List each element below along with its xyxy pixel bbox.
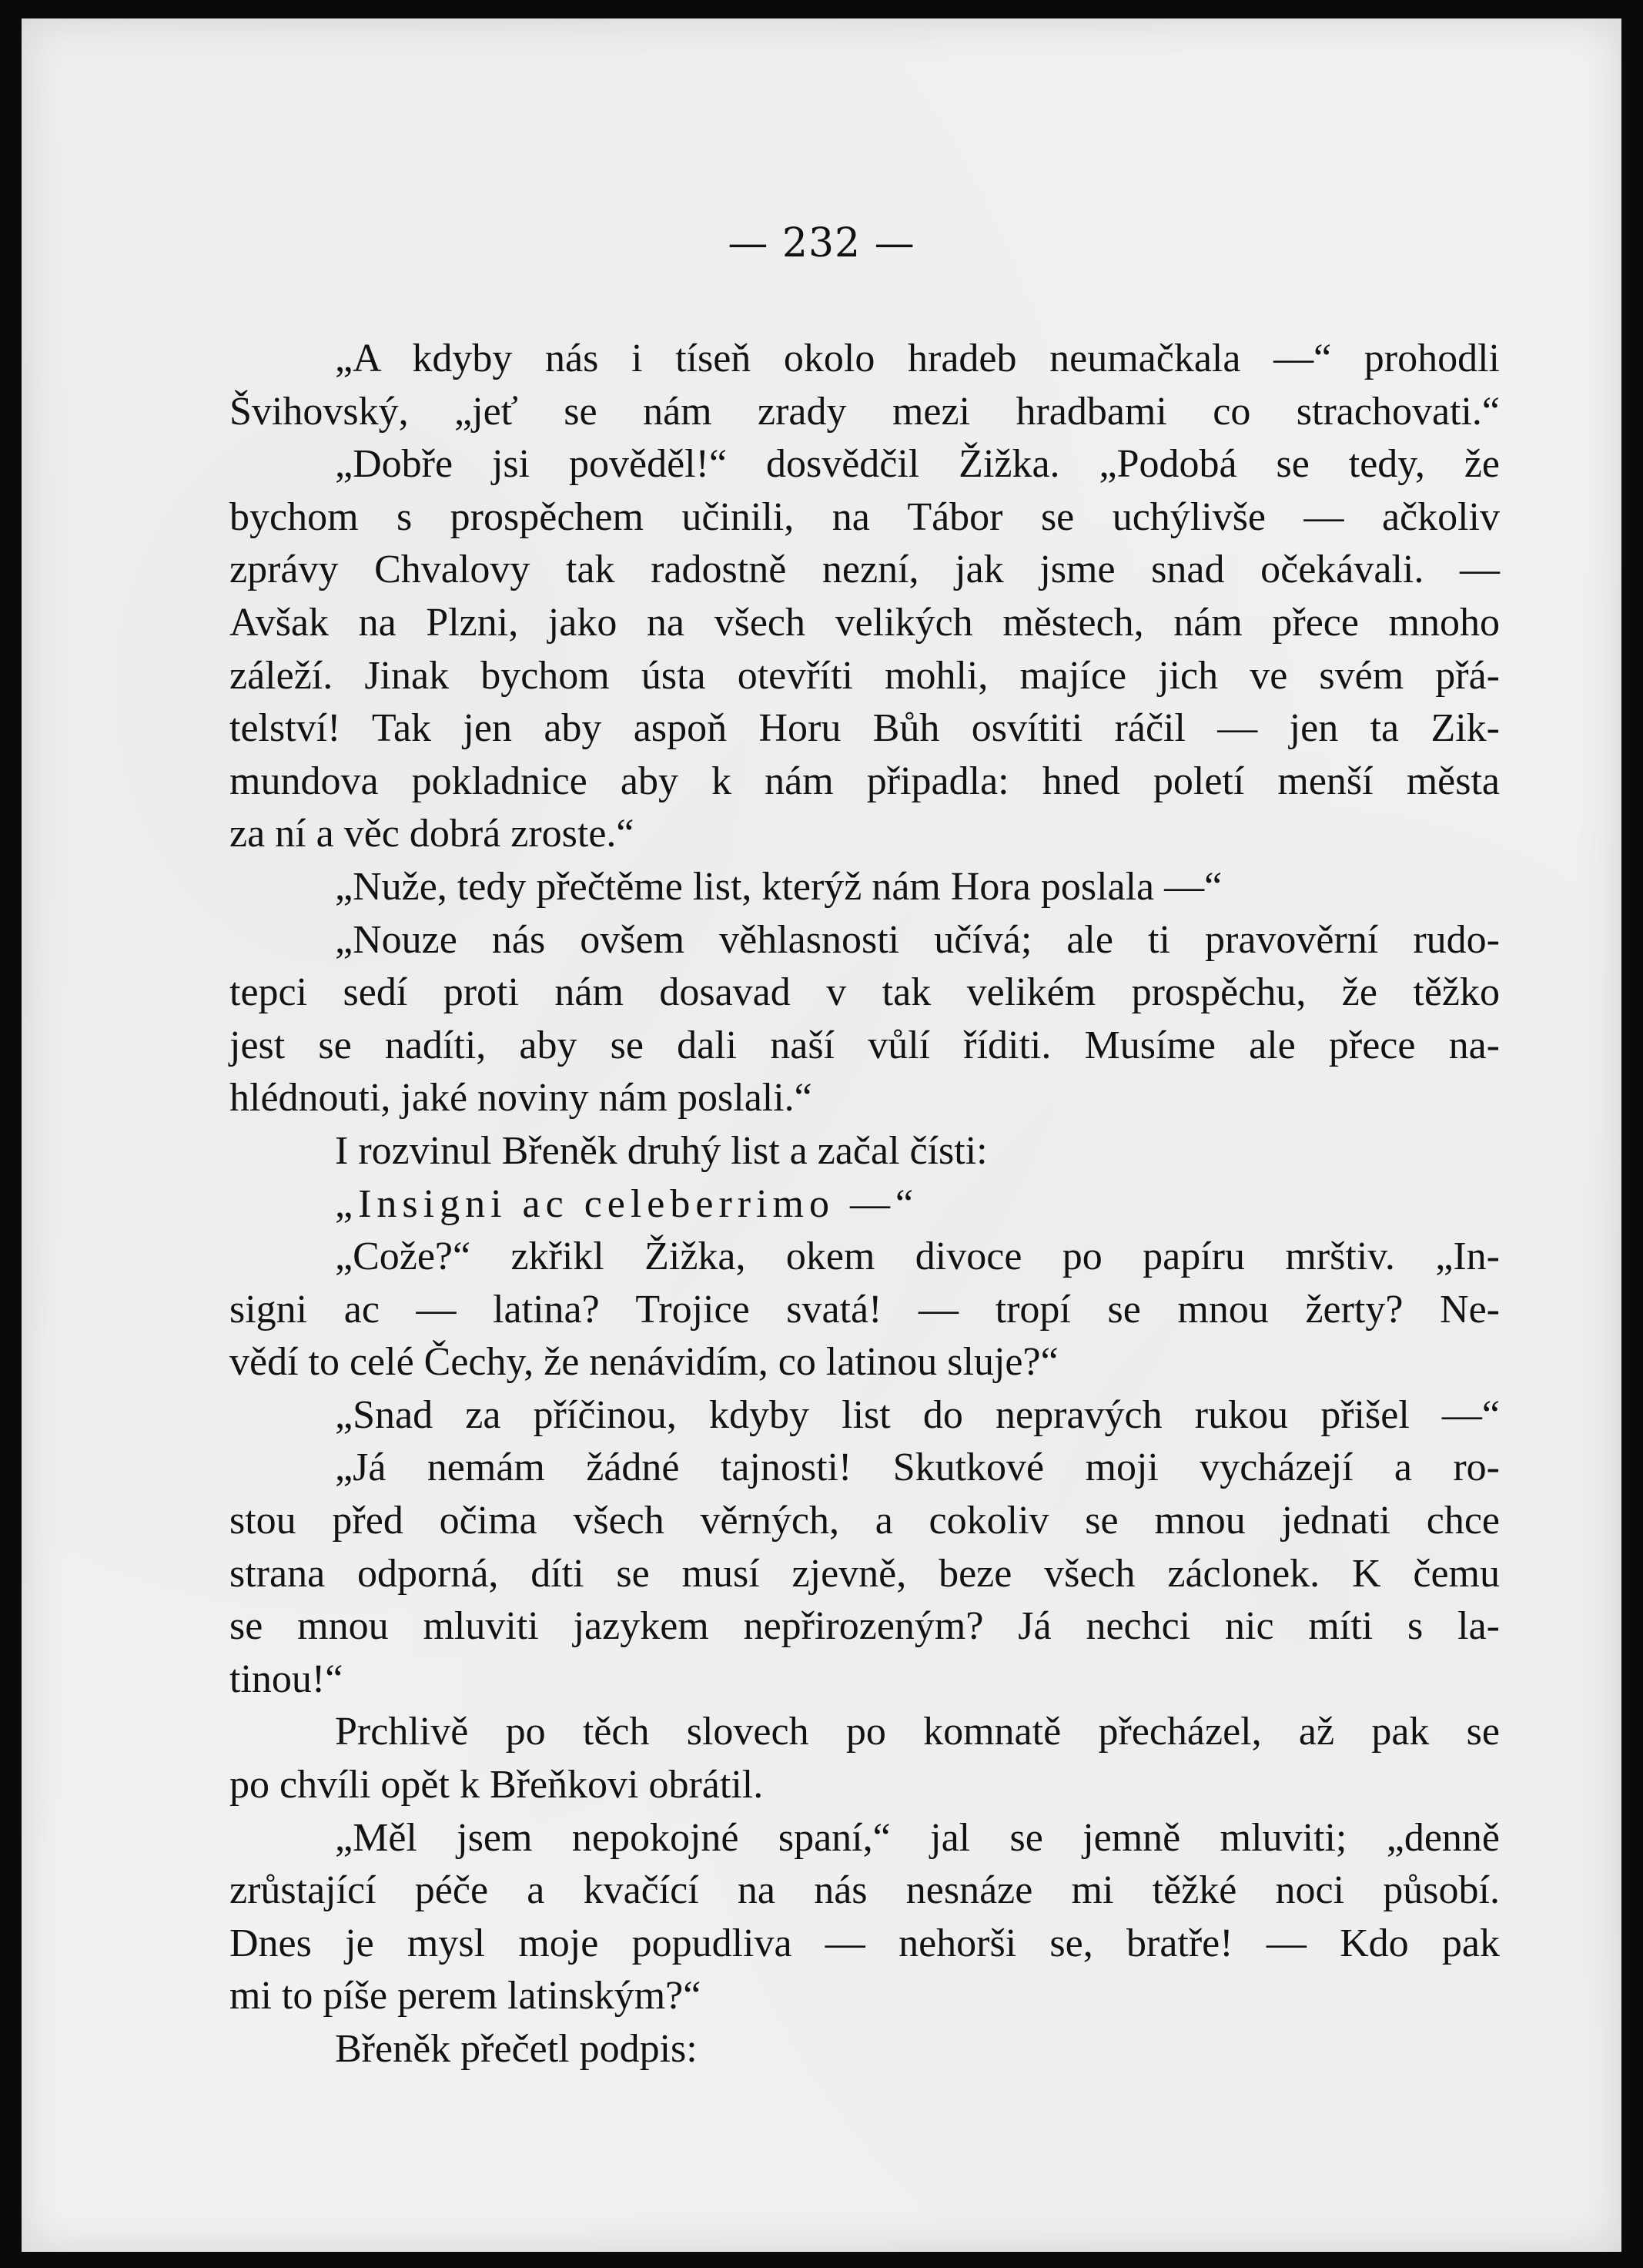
text-line: zrůstající péče a kvačící na nás nesnáze mi těžké noci působí.	[229, 1868, 1500, 1913]
text-line: „Snad za příčinou, kdyby list do nepravých rukou přišel —“	[335, 1392, 1500, 1437]
text-line: „Nouze nás ovšem věhlasnosti učívá; ale ti pravověrní rudo-	[335, 917, 1500, 962]
text-line: stou před očima všech věrných, a cokoliv se mnou jednati chce	[229, 1499, 1500, 1543]
text-line: za ní a věc dobrá zroste.“	[229, 812, 634, 856]
text-line: signi ac — latina? Trojice svatá! — tropí se mnou žerty? Ne-	[229, 1287, 1500, 1332]
text-line: telství! Tak jen aby aspoň Horu Bůh osvítiti ráčil — jen ta Zik-	[229, 706, 1500, 751]
text-line: „Insigni ac celeberrimo —“	[335, 1181, 919, 1226]
text-line: se mnou mluviti jazykem nepřirozeným? Já nechci nic míti s la-	[229, 1604, 1500, 1649]
text-line: zprávy Chvalovy tak radostně nezní, jak jsme snad očekávali. —	[229, 548, 1500, 592]
page-number: — 232 —	[728, 220, 915, 266]
text-line: strana odporná, díti se musí zjevně, beze všech záclonek. K čemu	[229, 1551, 1500, 1596]
text-line: vědí to celé Čechy, že nenávidím, co latinou sluje?“	[229, 1340, 1059, 1385]
text-line: „A kdyby nás i tíseň okolo hradeb neumačkala —“ prohodli	[335, 337, 1500, 380]
text-line: hlédnouti, jaké noviny nám poslali.“	[229, 1076, 812, 1121]
text-line: Avšak na Plzni, jako na všech velikých městech, nám přece mnoho	[229, 600, 1500, 645]
text-line: „Nuže, tedy přečtěme list, kterýž nám Hora poslala —“	[335, 864, 1223, 909]
text-line: Švihovský, „jeť se nám zrady mezi hradbami co strachovati.“	[229, 389, 1500, 434]
text-line: I rozvinul Břeněk druhý list a začal čísti:	[335, 1128, 988, 1173]
text-line: po chvíli opět k Břeňkovi obrátil.	[229, 1763, 764, 1807]
text-line: bychom s prospěchem učinili, na Tábor se uchýlivše — ačkoliv	[229, 494, 1500, 539]
text-line: „Měl jsem nepokojné spaní,“ jal se jemně mluviti; „denně	[335, 1815, 1500, 1860]
text-line: Prchlivě po těch slovech po komnatě přecházel, až pak se	[335, 1710, 1500, 1754]
text-line: mi to píše perem latinským?“	[229, 1974, 701, 2018]
text-line: mundova pokladnice aby k nám připadla: hned poletí menší města	[229, 759, 1500, 803]
body-text	[229, 333, 1500, 2076]
text-line: „Já nemám žádné tajnosti! Skutkové moji vycházejí a ro-	[335, 1446, 1500, 1490]
text-line: jest se nadíti, aby se dali naší vůlí říditi. Musíme ale přece na-	[229, 1023, 1500, 1067]
text-line: Břeněk přečetl podpis:	[335, 2027, 698, 2071]
book-page	[22, 18, 1621, 2252]
text-line: záleží. Jinak bychom ústa otevříti mohli, majíce jich ve svém přá-	[229, 653, 1500, 698]
text-line: „Cože?“ zkřikl Žižka, okem divoce po papíru mrštiv. „In-	[335, 1235, 1500, 1279]
text-line: tinou!“	[229, 1657, 343, 1701]
text-line: tepci sedí proti nám dosavad v tak velikém prospěchu, že těžko	[229, 970, 1500, 1015]
text-line: Dnes je mysl moje popudliva — nehorši se, bratře! — Kdo pak	[229, 1921, 1500, 1965]
text-line: „Dobře jsi pověděl!“ dosvědčil Žižka. „Podobá se tedy, že	[335, 442, 1500, 487]
